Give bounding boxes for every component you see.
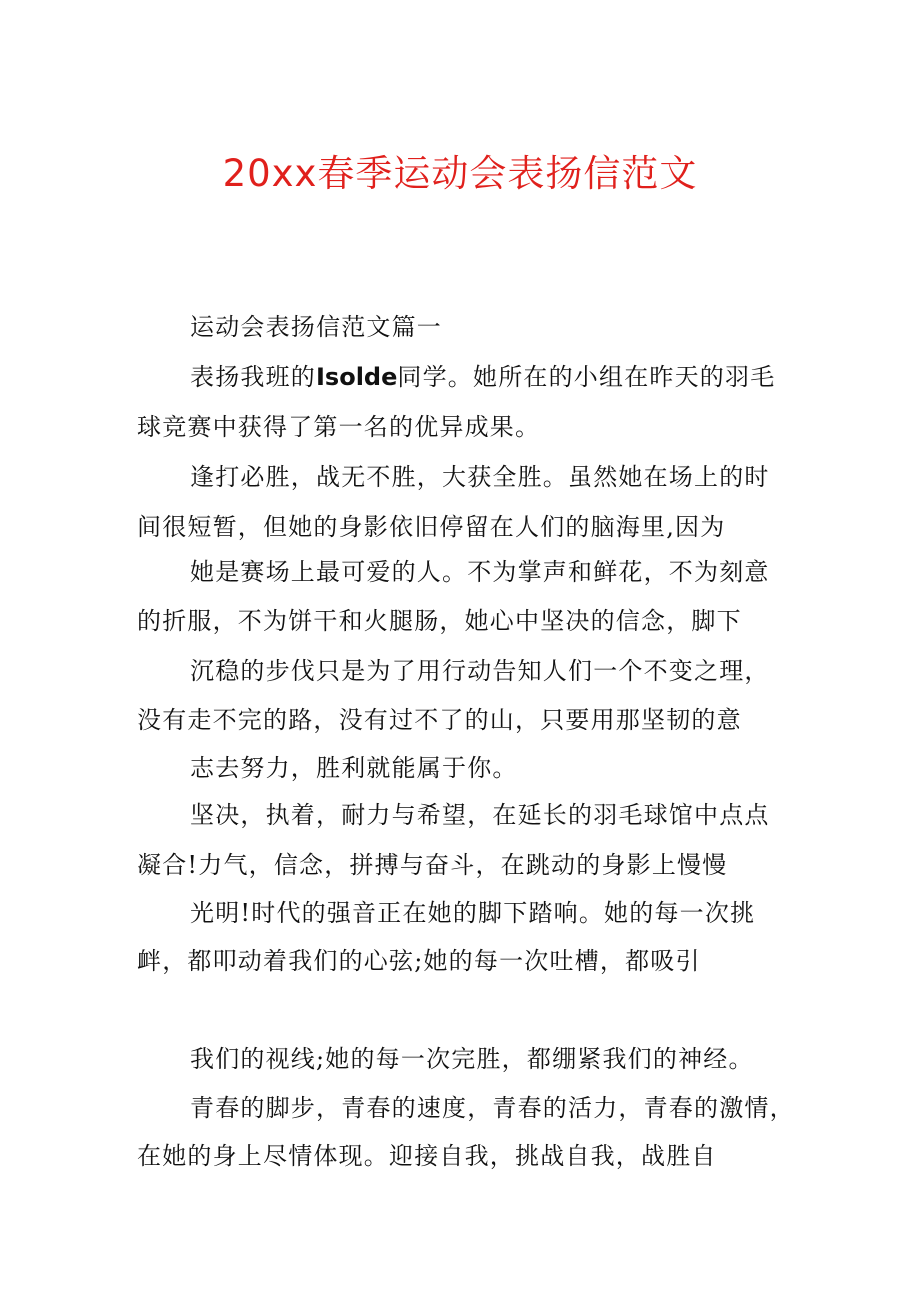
paragraph-line: 志去努力，胜利就能属于你。 bbox=[190, 754, 518, 782]
paragraph-line: 光明!时代的强音正在她的脚下踏响。她的每一次挑 bbox=[190, 899, 756, 927]
paragraph-line: 衅，都叩动着我们的心弦;她的每一次吐槽，都吸引 bbox=[137, 947, 701, 975]
paragraph-line: 逢打必胜，战无不胜，大获全胜。虽然她在场上的时 bbox=[190, 463, 770, 491]
paragraph-line: 青春的脚步，青春的速度，青春的活力，青春的激情， bbox=[190, 1094, 795, 1122]
paragraph-line: 在她的身上尽情体现。迎接自我，挑战自我，战胜自 bbox=[137, 1142, 717, 1170]
student-name: Isolde bbox=[316, 363, 398, 391]
paragraph-line bbox=[190, 362, 775, 392]
section-heading: 运动会表扬信范文篇一 bbox=[190, 313, 442, 341]
paragraph-line: 凝合!力气，信念，拼搏与奋斗，在跳动的身影上慢慢 bbox=[137, 851, 728, 879]
text-segment: 表扬我班的 bbox=[190, 363, 316, 391]
paragraph-line: 她是赛场上最可爱的人。不为掌声和鲜花，不为刻意 bbox=[190, 558, 770, 586]
paragraph-line: 沉稳的步伐只是为了用行动告知人们一个不变之理， bbox=[190, 657, 770, 685]
paragraph-line: 的折服，不为饼干和火腿肠，她心中坚决的信念，脚下 bbox=[137, 607, 742, 635]
paragraph-line: 球竞赛中获得了第一名的优异成果。 bbox=[137, 413, 541, 441]
paragraph-line: 坚决，执着，耐力与希望，在延长的羽毛球馆中点点 bbox=[190, 801, 770, 829]
paragraph-line: 我们的视线;她的每一次完胜，都绷紧我们的神经。 bbox=[190, 1045, 754, 1073]
document-title: 20xx春季运动会表扬信范文 bbox=[222, 152, 698, 195]
paragraph-line: 没有走不完的路，没有过不了的山，只要用那坚韧的意 bbox=[137, 706, 742, 734]
text-segment: 同学。她所在的小组在昨天的羽毛 bbox=[397, 363, 776, 391]
paragraph-line: 间很短暂，但她的身影依旧停留在人们的脑海里,因为 bbox=[137, 513, 726, 541]
